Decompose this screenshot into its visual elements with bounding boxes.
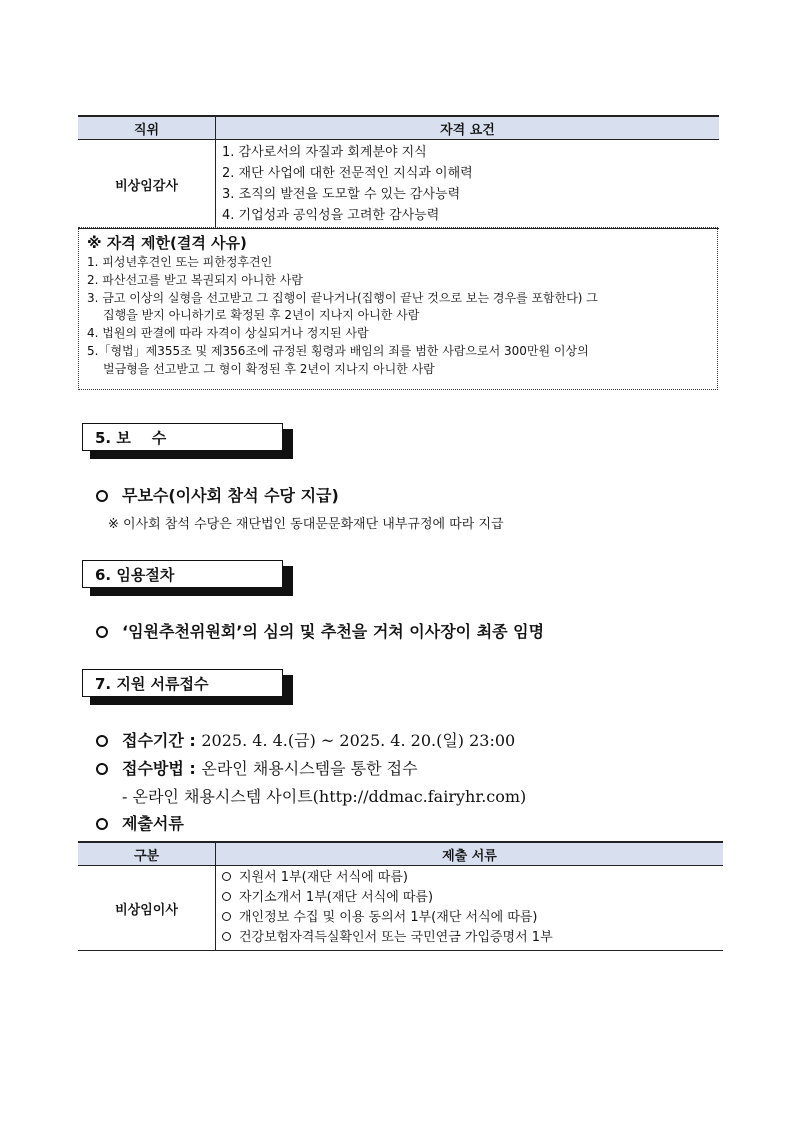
- restriction-line: 5.「형법」제355조 및 제356조에 규정된 횡령과 배임의 죄를 범한 사람으로서 300만원 이상의: [87, 343, 589, 358]
- restriction-line: 1. 피성년후견인 또는 피한정후견인: [87, 255, 273, 269]
- restriction-line: 2. 파산선고를 받고 복권되지 아니한 사람: [87, 272, 303, 287]
- document-item: 개인정보 수집 및 이용 동의서 1부(재단 서식에 따름): [216, 908, 723, 928]
- circle-bullet-icon: [96, 490, 108, 502]
- section-7-heading: [82, 669, 285, 699]
- circle-bullet-icon: [222, 932, 231, 941]
- category-header: 구분: [78, 842, 216, 866]
- section-5-note: ※ 이사회 참석 수당은 재단법인 동대문문화재단 내부규정에 따라 지급: [108, 517, 504, 532]
- circle-bullet-icon: [96, 735, 108, 747]
- circle-bullet-icon: [96, 818, 108, 830]
- section-5-bullet-text: 무보수(이사회 참석 수당 지급): [122, 486, 339, 505]
- qualification-table: [78, 115, 719, 229]
- method-bullet: [96, 756, 418, 779]
- circle-bullet-icon: [96, 626, 108, 638]
- section-5-title: 5. 보 수: [82, 423, 283, 451]
- period-value: 2025. 4. 4.(금) ~ 2025. 4. 20.(일) 23:00: [201, 731, 516, 750]
- document-item: 건강보험자격득실확인서 또는 국민연금 가입증명서 1부: [216, 928, 723, 948]
- circle-bullet-icon: [96, 763, 108, 775]
- restriction-line: 4. 법원의 판결에 따라 자격이 상실되거나 정지된 사람: [87, 326, 369, 341]
- section-6-title: 6. 임용절차: [82, 560, 283, 588]
- site-link-text: - 온라인 채용시스템 사이트(http://ddmac.fairyhr.com): [122, 787, 527, 806]
- circle-bullet-icon: [222, 872, 231, 881]
- docs-label: 제출서류: [122, 814, 184, 833]
- section-6-bullet-text: ‘임원추천위원회’의 심의 및 추천을 거쳐 이사장이 최종 임명: [122, 622, 545, 641]
- section-5-heading: [82, 423, 285, 453]
- requirement-item: 2. 재단 사업에 대한 전문적인 지식과 이해력: [222, 166, 473, 181]
- position-cell: 비상임감사: [78, 140, 216, 229]
- restriction-line: 3. 금고 이상의 실형을 선고받고 그 집행이 끝나거나(집행이 끝난 것으로 보는 경우를 포함한다) 그: [87, 290, 598, 305]
- requirement-item: 1. 감사로서의 자질과 회계분야 지식: [222, 145, 427, 160]
- requirement-item: 3. 조직의 발전을 도모할 수 있는 감사능력: [222, 187, 461, 202]
- category-cell: 비상임이사: [78, 866, 216, 951]
- restriction-line: 벌금형을 선고받고 그 형이 확정된 후 2년이 지나지 아니한 사람: [103, 361, 435, 376]
- circle-bullet-icon: [222, 912, 231, 921]
- requirement-item: 4. 기업성과 공익성을 고려한 감사능력: [222, 208, 440, 223]
- section-6-heading: [82, 560, 285, 590]
- restriction-line: 집행을 받지 아니하기로 확정된 후 2년이 지나지 아니한 사람: [103, 308, 420, 323]
- section-7-title: 7. 지원 서류접수: [82, 669, 283, 697]
- restriction-title: ※ 자격 제한(결격 사유): [87, 234, 247, 252]
- method-label: 접수방법 :: [122, 759, 196, 778]
- period-label: 접수기간 :: [122, 731, 196, 750]
- position-header: 직위: [78, 116, 216, 140]
- documents-cell: [216, 866, 724, 951]
- document-item: 자기소개서 1부(재단 서식에 따름): [216, 888, 723, 908]
- section-5-bullet: [96, 483, 339, 506]
- circle-bullet-icon: [222, 892, 231, 901]
- restriction-box: [78, 227, 718, 390]
- period-bullet: [96, 728, 515, 751]
- docs-bullet: [96, 811, 184, 834]
- requirements-header: 자격 요건: [216, 116, 720, 140]
- requirements-cell: [216, 140, 720, 229]
- documents-table: [78, 841, 723, 951]
- section-6-bullet: [96, 619, 544, 642]
- documents-header: 제출 서류: [216, 842, 724, 866]
- method-value: 온라인 채용시스템을 통한 접수: [201, 759, 418, 778]
- document-item: 지원서 1부(재단 서식에 따름): [216, 868, 723, 888]
